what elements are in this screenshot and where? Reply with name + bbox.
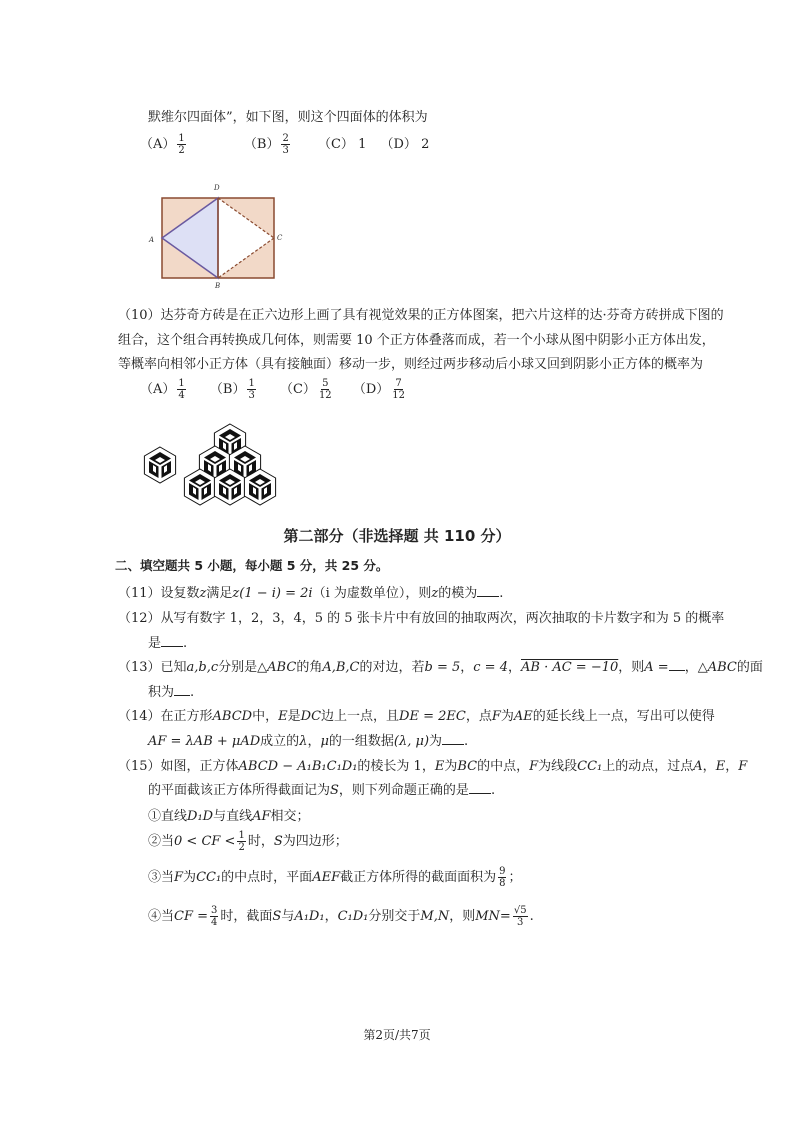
q9-tetrahedron-figure (140, 180, 290, 290)
q10-line-2: 组合，这个组合再转换成几何体，则需要 10 个正方体叠落而成，若一个小球从图中阴影小正方体出发， (118, 333, 715, 348)
q13-line-1: （13）已知a,b,c分别是△ABC的角A,B,C的对边，若b = 5，c = 4，AB · AC = −10，则A = ，△ABC的面 (118, 660, 763, 675)
q14-line-1: （14）在正方形ABCD中，E是DC边上一点，且DE = 2EC，点F为AE的延长线上一点，写出可以使得 (118, 709, 715, 724)
q14-line-2: AF = λAB + μAD成立的λ，μ的一组数据(λ, μ)为 . (148, 734, 469, 749)
q11-text: （11）设复数z满足z(1 − i) = 2i（i 为虚数单位），则z的模为 . (118, 586, 504, 601)
q12-line-1: （12）从写有数字 1，2，3，4，5 的 5 张卡片中有放回的抽取两次，两次抽取的卡片数字和为 5 的概率 (118, 611, 725, 626)
q10-option-b: （B） $\frac{1}{3}$ (209, 378, 255, 401)
q9-option-c: （C） 1 (317, 137, 367, 152)
q9-label-a: A (149, 236, 155, 244)
q9-option-d: （D） 2 (380, 137, 430, 152)
q9-label-d: D (214, 184, 220, 192)
q10-option-d: （D） $\frac{7}{12}$ (352, 378, 405, 401)
part2-title: 第二部分（非选择题 共 110 分） (283, 527, 511, 545)
q9-text: 默维尔四面体”，如下图，则这个四面体的体积为 (148, 110, 428, 125)
q15-item-4: ④当CF = $\frac{3}{4}$ 时，截面S与A₁D₁，C₁D₁分别交于M,N，则MN= $\frac{√5}{3}$ . (148, 905, 534, 928)
q12-line-2: 是 . (148, 636, 188, 651)
q15-line-1: （15）如图，正方体ABCD − A₁B₁C₁D₁的棱长为 1，E为BC的中点，F为线段CC₁上的动点，过点A，E，F (118, 759, 748, 774)
q9-label-b: B (215, 282, 221, 290)
q15-line-2: 的平面截该正方体所得截面记为S，则下列命题正确的是 . (148, 783, 496, 798)
q10-davinci-tiles-figure (140, 420, 290, 520)
page-number: 第2页/共7页 (363, 1028, 431, 1042)
q10-line-1: （10）达芬奇方砖是在正六边形上画了具有视觉效果的正方体图案，把六片这样的达·芬奇方砖拼成下图的 (118, 308, 724, 323)
q10-option-a: （A） $\frac{1}{4}$ (140, 378, 185, 401)
q13-line-2: 积为 . (148, 685, 195, 700)
q9-option-a: （A） $\frac{1}{2}$ (140, 133, 185, 156)
q14-answer-blank[interactable] (442, 732, 464, 745)
q10-tile-shaded (144, 447, 175, 483)
q13-area-blank[interactable] (174, 683, 190, 696)
q9-label-c: C (277, 234, 283, 242)
q9-options (140, 133, 429, 156)
q9-option-b: （B） $\frac{2}{3}$ (243, 133, 289, 156)
q10-line-3: 等概率向相邻小正方体（具有接触面）移动一步，则经过两步移动后小球又回到阴影小正方体的概率为 (118, 357, 704, 372)
q13-angle-blank[interactable] (669, 658, 685, 671)
q10-options (140, 378, 408, 401)
q15-answer-blank[interactable] (469, 781, 491, 794)
q15-item-1: ①直线D₁D与直线AF相交； (148, 809, 310, 824)
q15-item-3: ③当F为CC₁的中点时，平面AEF截正方体所得的截面面积为 $\frac{9}{8}$ ； (148, 866, 522, 889)
q10-option-c: （C） $\frac{5}{12}$ (279, 378, 332, 401)
q12-answer-blank[interactable] (161, 634, 183, 647)
q15-item-2: ②当0 < CF < $\frac{1}{2}$ 时，S为四边形； (148, 830, 348, 853)
q11-answer-blank[interactable] (477, 584, 499, 597)
section2-heading: 二、填空题共 5 小题，每小题 5 分，共 25 分。 (115, 558, 389, 573)
